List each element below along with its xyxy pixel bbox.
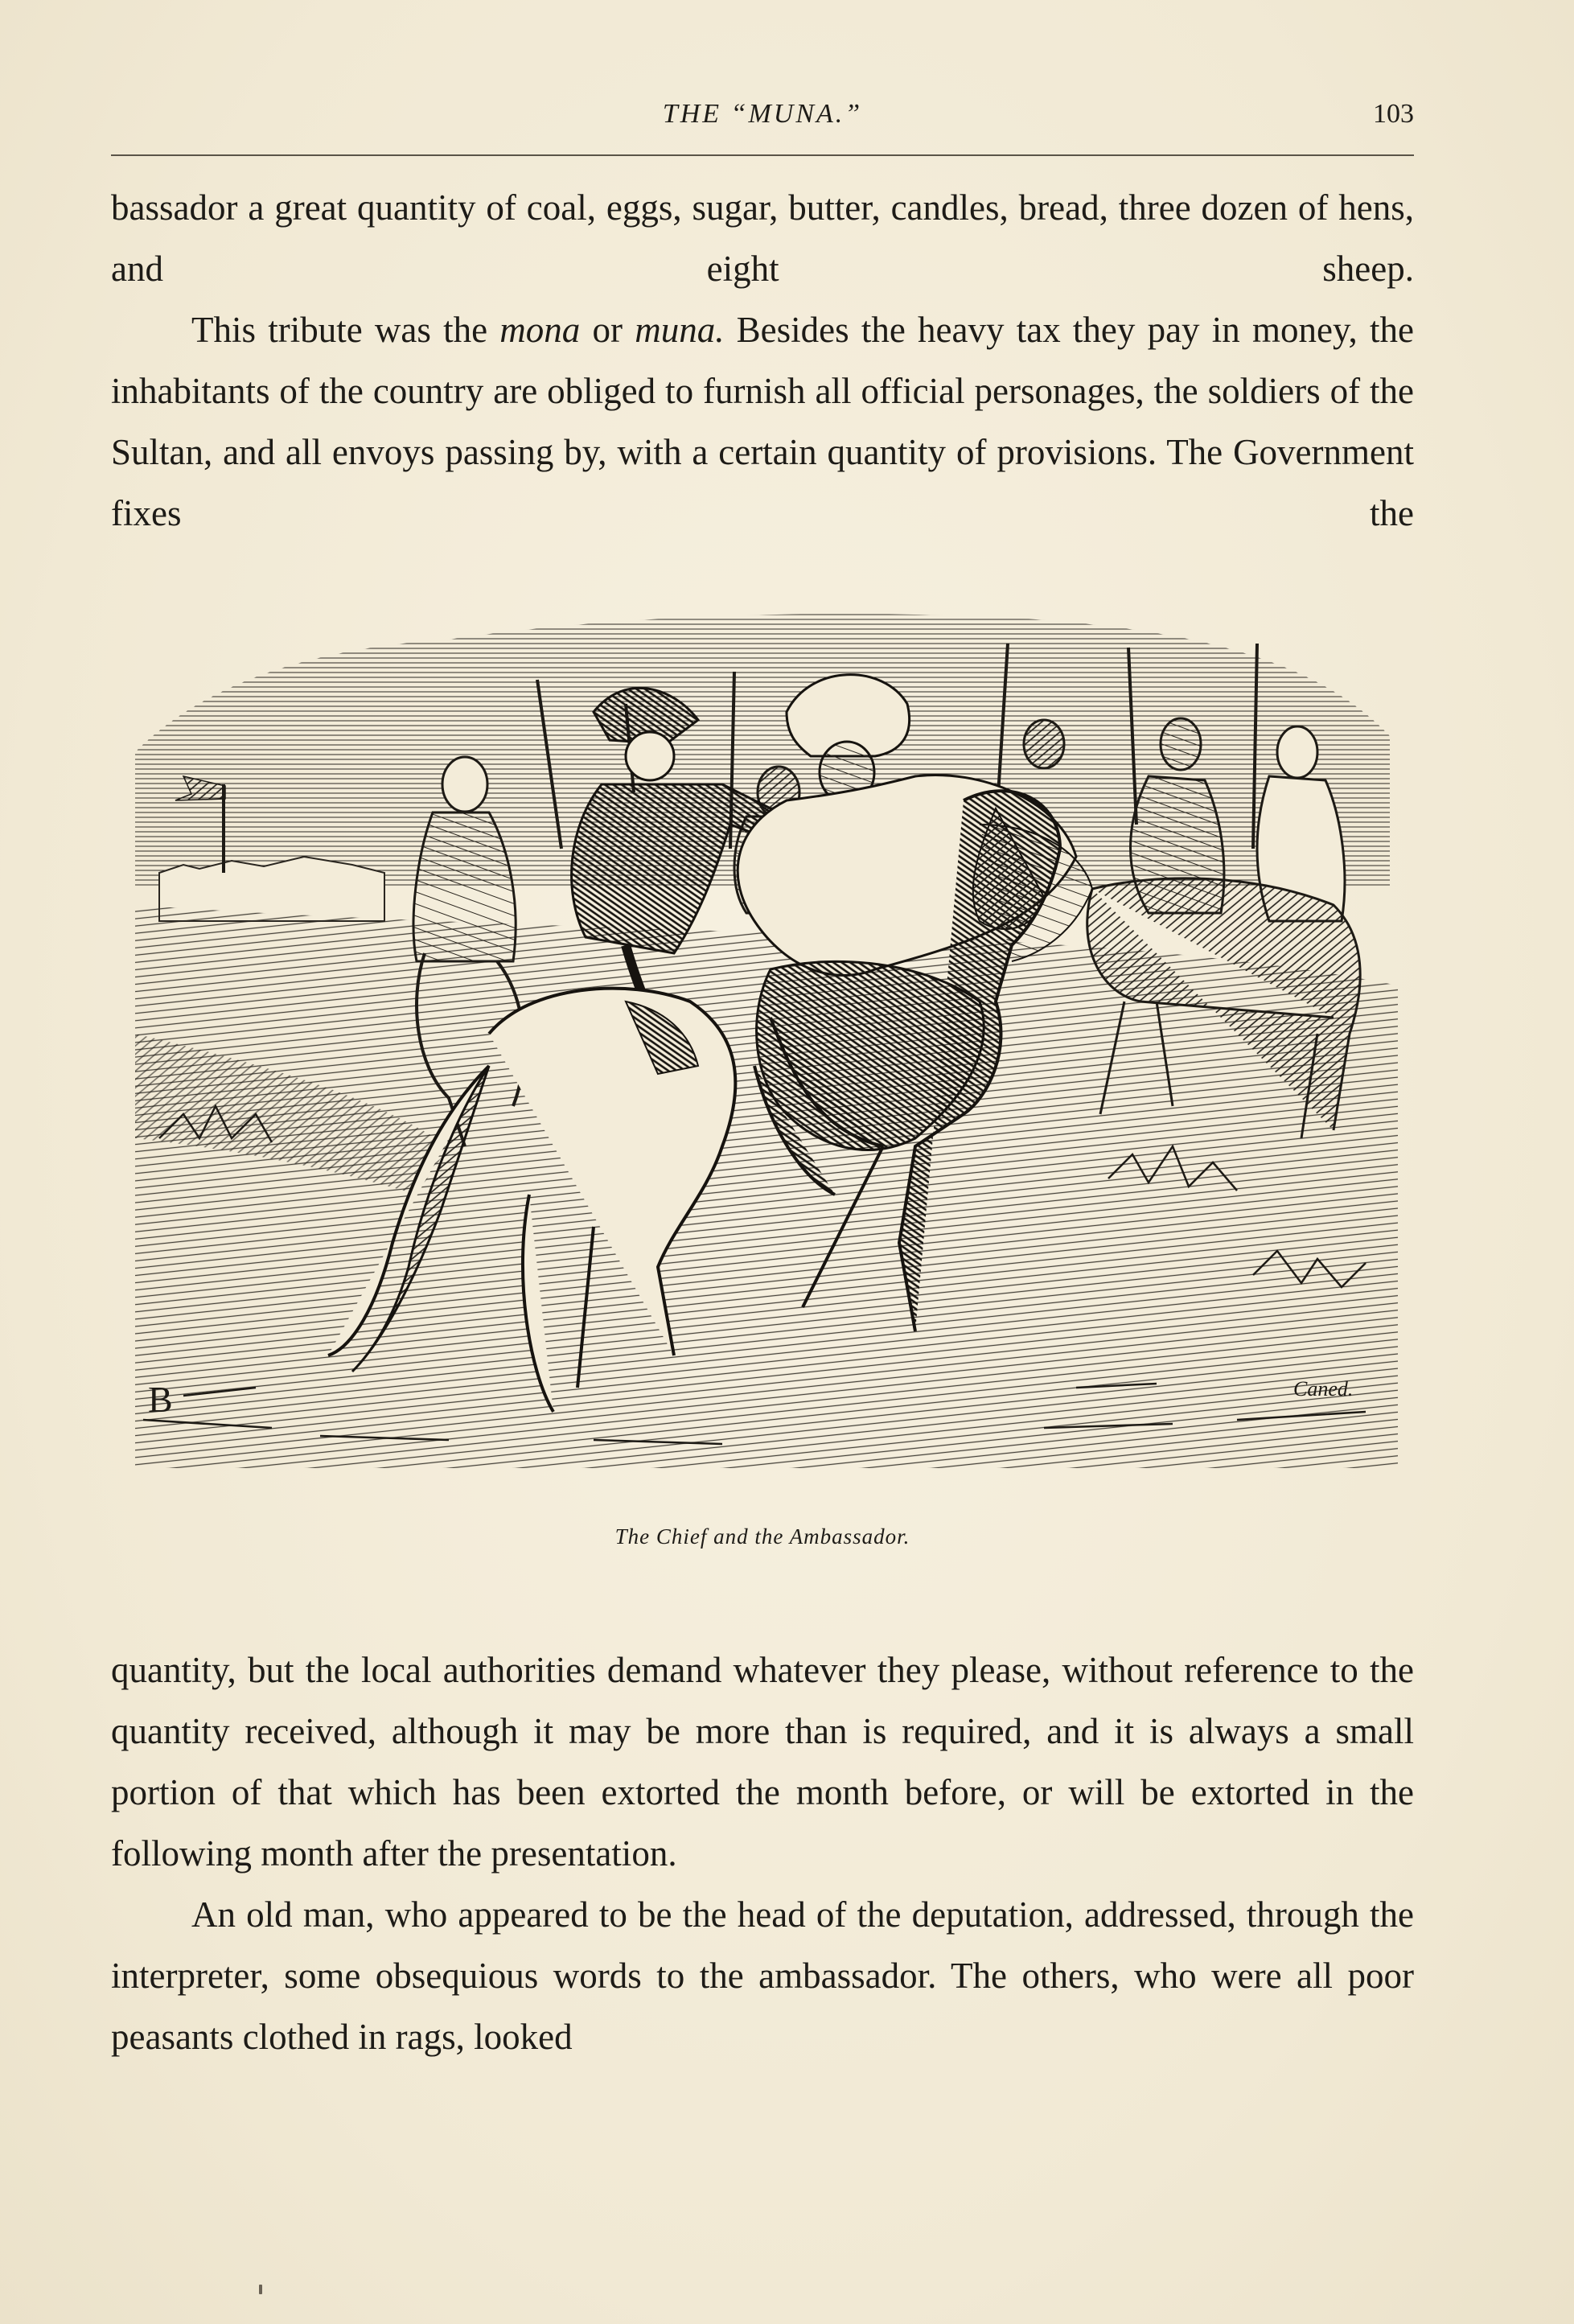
illustration-caption: The Chief and the Ambassador. (614, 1524, 910, 1549)
bottom-text (111, 1639, 1414, 2067)
page-speck (259, 2285, 262, 2294)
engraving-svg (111, 583, 1414, 1500)
running-title: THE “MUNA.” (662, 99, 863, 129)
running-head (111, 90, 1414, 138)
engraving-illustration (111, 583, 1414, 1500)
paragraph-tribute (111, 299, 1414, 544)
italic-term-mona: mona (499, 310, 581, 350)
paragraph-continuation: bassador a great quantity of coal, eggs, sugar, butter, candles, bread, three dozen of hens, and eight sheep. (111, 187, 1414, 289)
paragraph-text: This tribute was the (191, 310, 500, 350)
paragraph-old-man: An old man, who appeared to be the head of the deputation, addressed, through the interpreter, some obsequious words to the ambassador. The others, who were all poor peasants clothed in rags, looked (111, 1894, 1414, 2057)
paragraph-text: or (580, 310, 635, 350)
signature-left: B (148, 1379, 173, 1420)
top-text (111, 177, 1414, 544)
paragraph-text: Besides the heavy tax they pay in money, the inhabitants of the country are obliged to furnish all official personages, the soldiers of the Sultan, and all envoys passing by, with a certain quantity of provisions. The Government fixes the (111, 310, 1414, 533)
italic-term-muna: muna. (635, 310, 725, 350)
paragraph-quantity: quantity, but the local authorities demand whatever they please, without reference to the quantity received, although it may be more than is required, and it is always a small portion of that which has been extorted the month before, or will be extorted in the following month after the presentation. (111, 1650, 1414, 1874)
page-number: 103 (1373, 99, 1414, 129)
header-rule (111, 154, 1414, 156)
signature-right: Caned. (1293, 1377, 1354, 1401)
